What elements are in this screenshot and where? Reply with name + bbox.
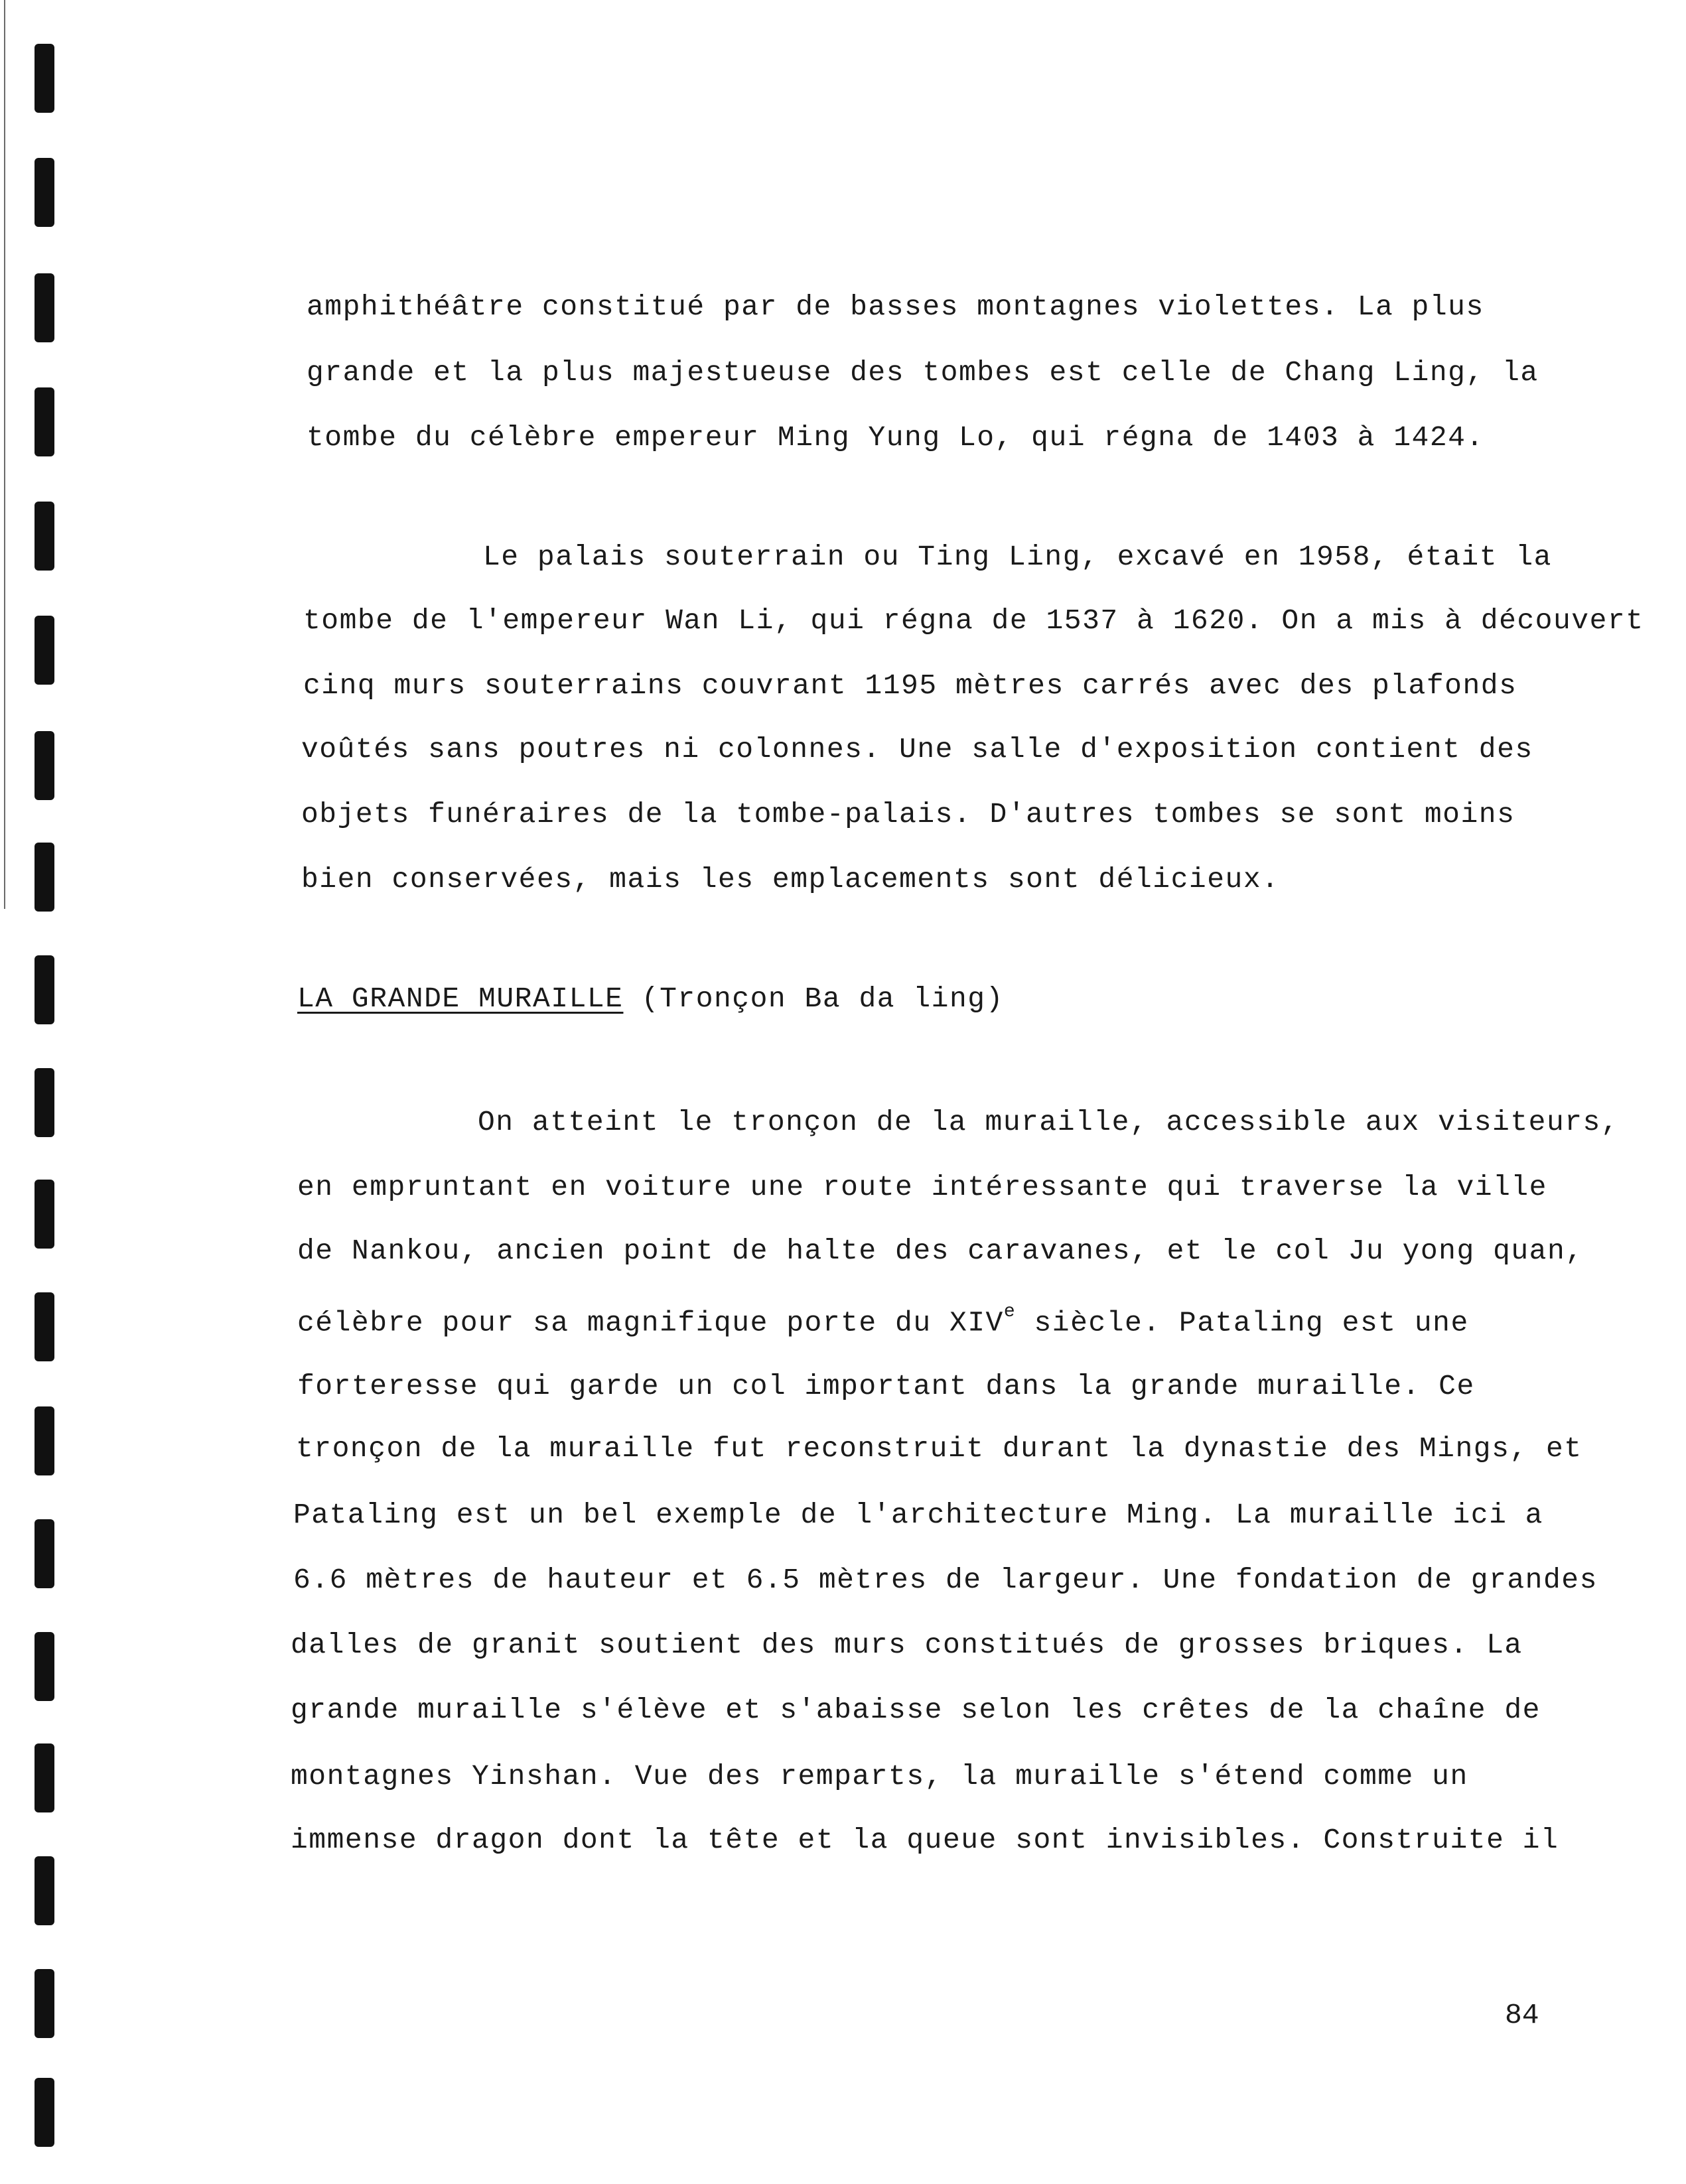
paragraph-3-line: tronçon de la muraille fut reconstruit durant la dynastie des Mings, et bbox=[296, 1432, 1582, 1465]
paragraph-3-text: célèbre pour sa magnifique porte du XIV bbox=[297, 1306, 1004, 1339]
paragraph-3-line: en empruntant en voiture une route intéressante qui traverse la ville bbox=[297, 1171, 1547, 1203]
binding-hole bbox=[35, 502, 54, 571]
paragraph-3-line: montagnes Yinshan. Vue des remparts, la muraille s'étend comme un bbox=[291, 1760, 1468, 1793]
binding-hole bbox=[35, 1856, 54, 1925]
paragraph-2-line: bien conservées, mais les emplacements sont délicieux. bbox=[301, 863, 1280, 896]
binding-hole bbox=[35, 273, 54, 342]
paragraph-3-line: de Nankou, ancien point de halte des caravanes, et le col Ju yong quan, bbox=[297, 1235, 1584, 1267]
paragraph-1-line: tombe du célèbre empereur Ming Yung Lo, qui régna de 1403 à 1424. bbox=[307, 421, 1484, 454]
binding-hole bbox=[35, 387, 54, 456]
binding-hole bbox=[35, 158, 54, 227]
binding-strip bbox=[0, 0, 80, 2184]
paragraph-2-line: cinq murs souterrains couvrant 1195 mètres carrés avec des plafonds bbox=[303, 669, 1517, 702]
paragraph-3-line: grande muraille s'élève et s'abaisse selon les crêtes de la chaîne de bbox=[291, 1694, 1541, 1726]
binding-hole bbox=[35, 1969, 54, 2038]
binding-hole bbox=[35, 616, 54, 685]
paragraph-1-line: grande et la plus majestueuse des tombes est celle de Chang Ling, la bbox=[307, 356, 1539, 389]
binding-hole bbox=[35, 1068, 54, 1137]
binding-hole bbox=[35, 1632, 54, 1701]
binding-hole bbox=[35, 1406, 54, 1475]
paragraph-3-line: 6.6 mètres de hauteur et 6.5 mètres de largeur. Une fondation de grandes bbox=[293, 1564, 1598, 1596]
binding-hole bbox=[35, 955, 54, 1024]
paragraph-3-line: On atteint le tronçon de la muraille, accessible aux visiteurs, bbox=[478, 1106, 1620, 1138]
binding-hole bbox=[35, 1292, 54, 1361]
paragraph-3-line: dalles de granit soutient des murs constitués de grosses briques. La bbox=[291, 1629, 1523, 1661]
paragraph-3-line bbox=[297, 1296, 1469, 1343]
binding-hole bbox=[35, 2078, 54, 2147]
binding-hole bbox=[35, 731, 54, 800]
binding-hole bbox=[35, 1743, 54, 1812]
binding-hole bbox=[35, 1180, 54, 1249]
binding-hole bbox=[35, 44, 54, 113]
superscript-e: e bbox=[1003, 1302, 1017, 1322]
paragraph-2-line: voûtés sans poutres ni colonnes. Une salle d'exposition contient des bbox=[301, 733, 1533, 766]
paragraph-3-line: forteresse qui garde un col important dans la grande muraille. Ce bbox=[297, 1370, 1475, 1402]
binding-hole bbox=[35, 1519, 54, 1588]
binding-hole bbox=[35, 843, 54, 912]
paragraph-2-line: objets funéraires de la tombe-palais. D'autres tombes se sont moins bbox=[301, 798, 1515, 831]
section-heading-title: LA GRANDE MURAILLE bbox=[297, 983, 624, 1015]
page-number: 84 bbox=[1505, 1999, 1539, 2031]
paragraph-3-line: Pataling est un bel exemple de l'architecture Ming. La muraille ici a bbox=[293, 1499, 1543, 1531]
paragraph-1-line: amphithéâtre constitué par de basses montagnes violettes. La plus bbox=[307, 291, 1484, 323]
binding-edge-line bbox=[4, 0, 5, 909]
paragraph-2-line: tombe de l'empereur Wan Li, qui régna de 1537 à 1620. On a mis à découvert bbox=[303, 604, 1644, 637]
paragraph-2-line: Le palais souterrain ou Ting Ling, excavé en 1958, était la bbox=[483, 541, 1552, 573]
paragraph-3-text: siècle. Pataling est une bbox=[1016, 1306, 1469, 1339]
section-heading-subtitle: (Tronçon Ba da ling) bbox=[623, 983, 1004, 1015]
paragraph-3-line: immense dragon dont la tête et la queue sont invisibles. Construite il bbox=[291, 1824, 1559, 1856]
section-heading bbox=[297, 979, 1004, 1019]
